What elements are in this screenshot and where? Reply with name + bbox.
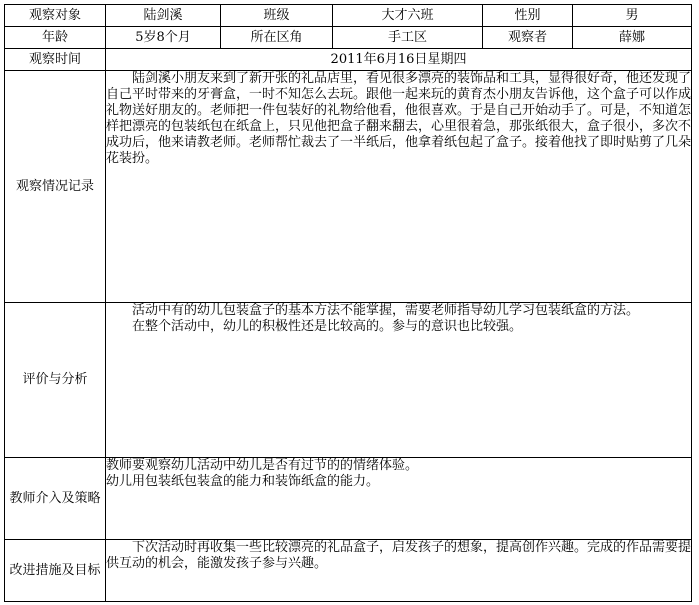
teacher-row <box>5 458 692 540</box>
age-label: 年龄 <box>5 27 106 49</box>
header-row-time <box>5 49 692 71</box>
observation-label: 观察情况记录 <box>5 71 106 303</box>
class-label: 班级 <box>221 5 333 27</box>
teacher-line-2: 幼儿用包装纸包装盒的能力和装饰纸盒的能力。 <box>106 474 380 489</box>
subject-label: 观察对象 <box>5 5 106 27</box>
subject-value: 陆剑溪 <box>106 5 221 27</box>
improvement-row <box>5 540 692 602</box>
teacher-content <box>106 458 692 540</box>
evaluation-content <box>106 303 692 458</box>
observer-value: 薛娜 <box>573 27 692 49</box>
evaluation-para-2: 在整个活动中，幼儿的积极性还是比较高的。参与的意识也比较强。 <box>132 319 523 334</box>
area-label: 所在区角 <box>221 27 333 49</box>
improvement-label: 改进措施及目标 <box>5 540 106 602</box>
improvement-content <box>106 540 692 602</box>
observation-text: 陆剑溪小朋友来到了新开张的礼品店里，看见很多漂亮的装饰品和工具，显得很好奇，他还发现了自己平时带来的牙膏盒，一时不知怎么去玩。跟他一起来玩的黄育杰小朋友告诉他，这个盒子可以作成礼物送好朋友的。老师把一件包装好的礼物给他看，他很喜欢。于是自己开始动手了。可是，不知道怎样把漂亮的包装纸包在纸盒上，只见他把盒子翻来翻去，心里很着急，那张纸很大，盒子很小，多次不成功后，他来请教老师。老师帮忙裁去了一半纸后，他拿着纸包起了盒子。接着他找了即时贴剪了几朵花装扮。 <box>106 71 692 166</box>
header-row-age <box>5 27 692 49</box>
header-row-subject <box>5 5 692 27</box>
improvement-text: 下次活动时再收集一些比较漂亮的礼品盒子，启发孩子的想象，提高创作兴趣。完成的作品需要提供互动的机会，能激发孩子参与兴趣。 <box>106 540 692 571</box>
observation-row <box>5 71 692 303</box>
gender-value: 男 <box>573 5 692 27</box>
observation-content <box>106 71 692 303</box>
observer-label: 观察者 <box>483 27 573 49</box>
gender-label: 性别 <box>483 5 573 27</box>
observation-record-table <box>4 4 692 602</box>
evaluation-row <box>5 303 692 458</box>
time-label: 观察时间 <box>5 49 106 71</box>
area-value: 手工区 <box>333 27 483 49</box>
age-value: 5岁8个月 <box>106 27 221 49</box>
evaluation-label: 评价与分析 <box>5 303 106 458</box>
class-value: 大才六班 <box>333 5 483 27</box>
teacher-label: 教师介入及策略 <box>5 458 106 540</box>
evaluation-para-1: 活动中有的幼儿包装盒子的基本方法不能掌握，需要老师指导幼儿学习包装纸盒的方法。 <box>132 303 640 318</box>
teacher-line-1: 教师要观察幼儿活动中幼儿是否有过节的的情绪体验。 <box>106 458 419 473</box>
time-value: 2011年6月16日星期四 <box>106 49 692 71</box>
